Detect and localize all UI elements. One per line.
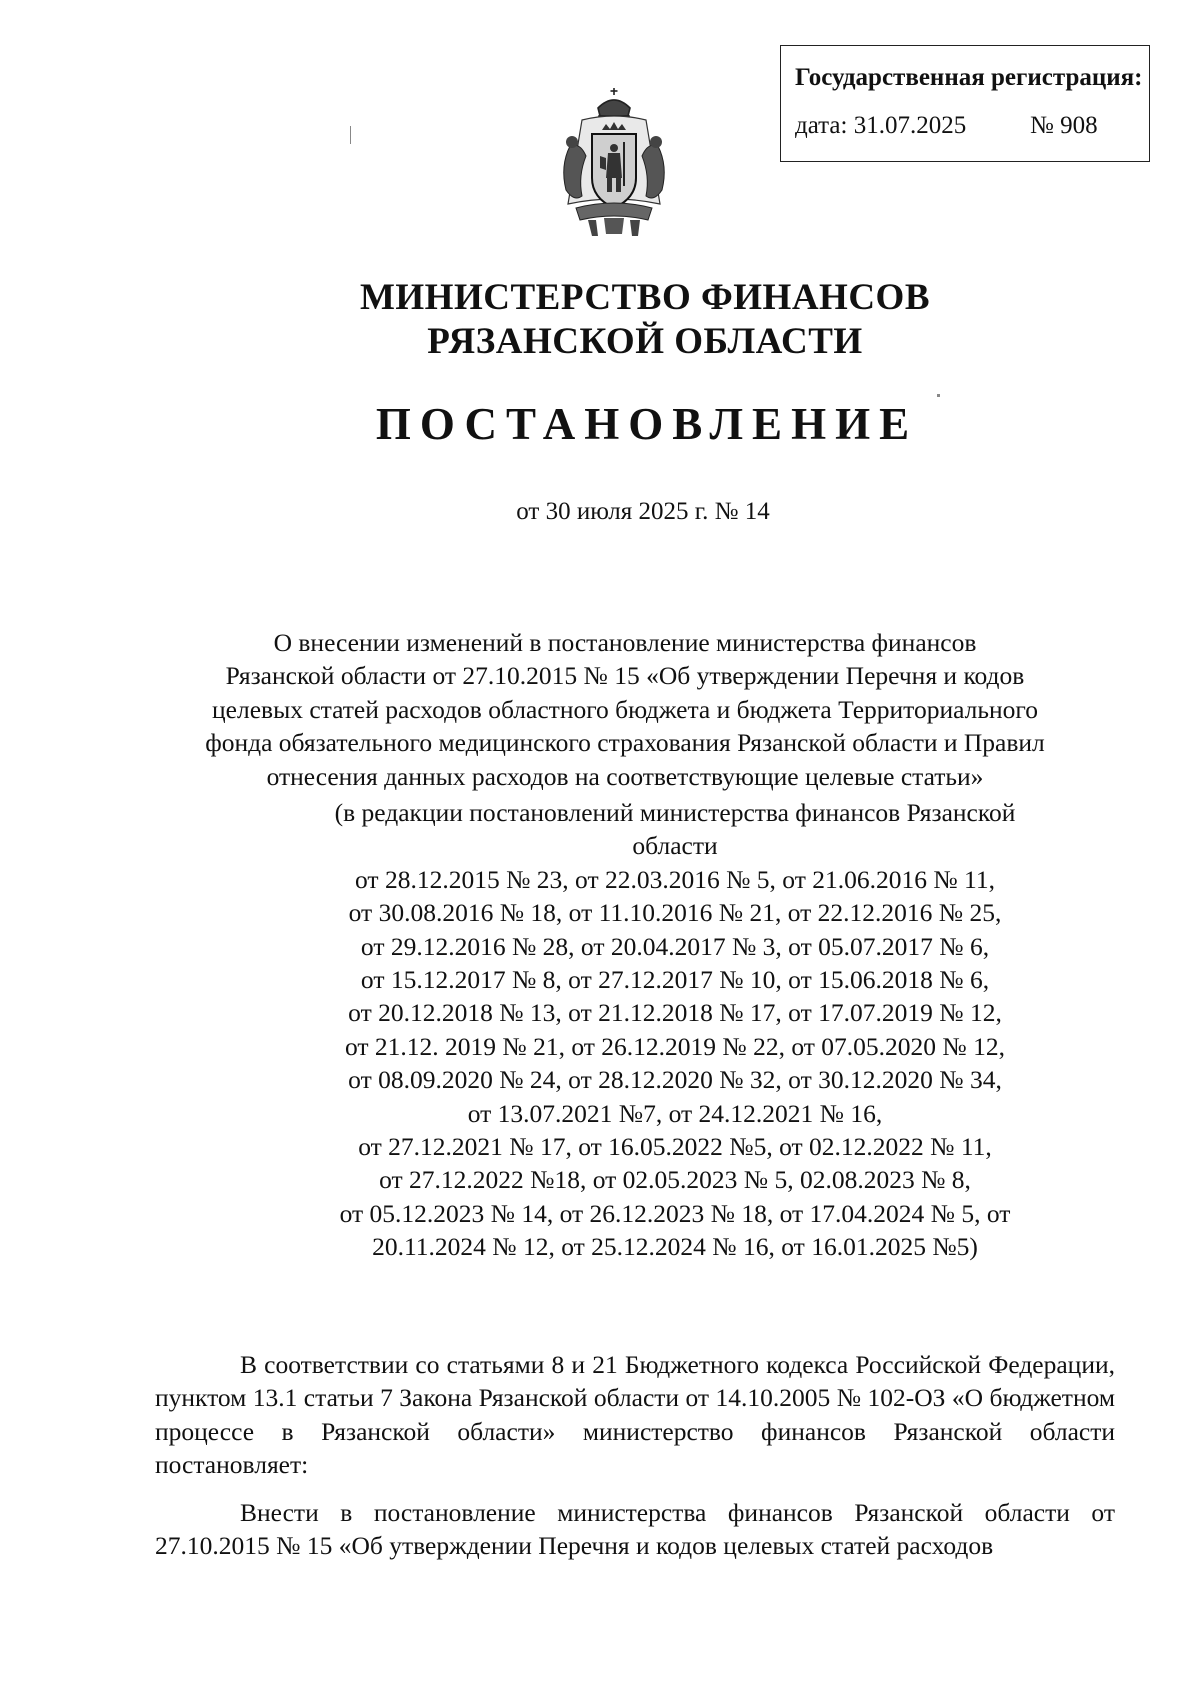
redaction-line: от 13.07.2021 №7, от 24.12.2021 № 16, [467, 1098, 883, 1128]
redaction-line: от 29.12.2016 № 28, от 20.04.2017 № 3, от 05.07.2017 № 6, [360, 931, 990, 961]
redaction-line: (в редакции постановлений министерства финансов Рязанской [334, 798, 1016, 827]
redaction-line: 20.11.2024 № 12, от 25.12.2024 № 16, от 16.01.2025 №5) [372, 1232, 978, 1262]
subject-line: О внесении изменений в постановление министерства финансов [273, 628, 977, 657]
registration-title: Государственная регистрация: [795, 64, 1143, 91]
redaction-history [280, 796, 1070, 1264]
registration-date: дата: 31.07.2025 [795, 112, 967, 139]
registration-stamp [780, 45, 1150, 162]
subject-line: отнесения данных расходов на соответствующие целевые статьи» [266, 761, 984, 791]
redaction-line: от 28.12.2015 № 23, от 22.03.2016 № 5, от 21.06.2016 № 11, [355, 864, 995, 894]
document-subject [150, 626, 1100, 793]
redaction-line: от 15.12.2017 № 8, от 27.12.2017 № 10, от 15.06.2018 № 6, [360, 965, 990, 995]
document-type: ПОСТАНОВЛЕНИЕ [375, 399, 919, 449]
redaction-line: от 21.12. 2019 № 21, от 26.12.2019 № 22, от 07.05.2020 № 12, [344, 1031, 1006, 1061]
registration-number: № 908 [1030, 112, 1098, 139]
scan-artifact [350, 126, 351, 144]
redaction-line: области [632, 831, 718, 861]
redaction-line: от 30.08.2016 № 18, от 11.10.2016 № 21, от 22.12.2016 № 25, [348, 898, 1002, 928]
scan-artifact [937, 394, 940, 397]
redaction-line: от 27.12.2021 № 17, от 16.05.2022 №5, от 02.12.2022 № 11, [358, 1132, 992, 1162]
redaction-line: от 20.12.2018 № 13, от 21.12.2018 № 17, от 17.07.2019 № 12, [348, 998, 1002, 1028]
ministry-name-line1: МИНИСТЕРСТВО ФИНАНСОВ [359, 277, 931, 318]
body-paragraph-amendment: Внести в постановление министерства финансов Рязанской области от 27.10.2015 № 15 «Об утверждении Перечня и кодов целевых статей расходов [155, 1498, 1115, 1561]
body-paragraph-basis: В соответствии со статьями 8 и 21 Бюджетного кодекса Российской Федерации, пунктом 13.1 статьи 7 Закона Рязанской области от 14.10.2005 № 102-ОЗ «О бюджетном процессе в Рязанской области» министерство финансов Рязанской области постановляет: [155, 1350, 1115, 1480]
redaction-line: от 05.12.2023 № 14, от 26.12.2023 № 18, от 17.04.2024 № 5, от [339, 1198, 1011, 1228]
subject-line: Рязанской области от 27.10.2015 № 15 «Об утверждении Перечня и кодов [225, 661, 1025, 691]
subject-line: целевых статей расходов областного бюджета и бюджета Территориального [212, 694, 1038, 724]
redaction-line: от 27.12.2022 №18, от 02.05.2023 № 5, 02.08.2023 № 8, [379, 1165, 971, 1195]
subject-line: фонда обязательного медицинского страхования Рязанской области и Правил [205, 728, 1045, 758]
redaction-line: от 08.09.2020 № 24, от 28.12.2020 № 32, от 30.12.2020 № 34, [348, 1065, 1002, 1095]
document-date-number: от 30 июля 2025 г. № 14 [516, 498, 770, 525]
ministry-name-line2: РЯЗАНСКОЙ ОБЛАСТИ [427, 321, 863, 362]
ryazan-coat-of-arms-icon [552, 86, 676, 242]
